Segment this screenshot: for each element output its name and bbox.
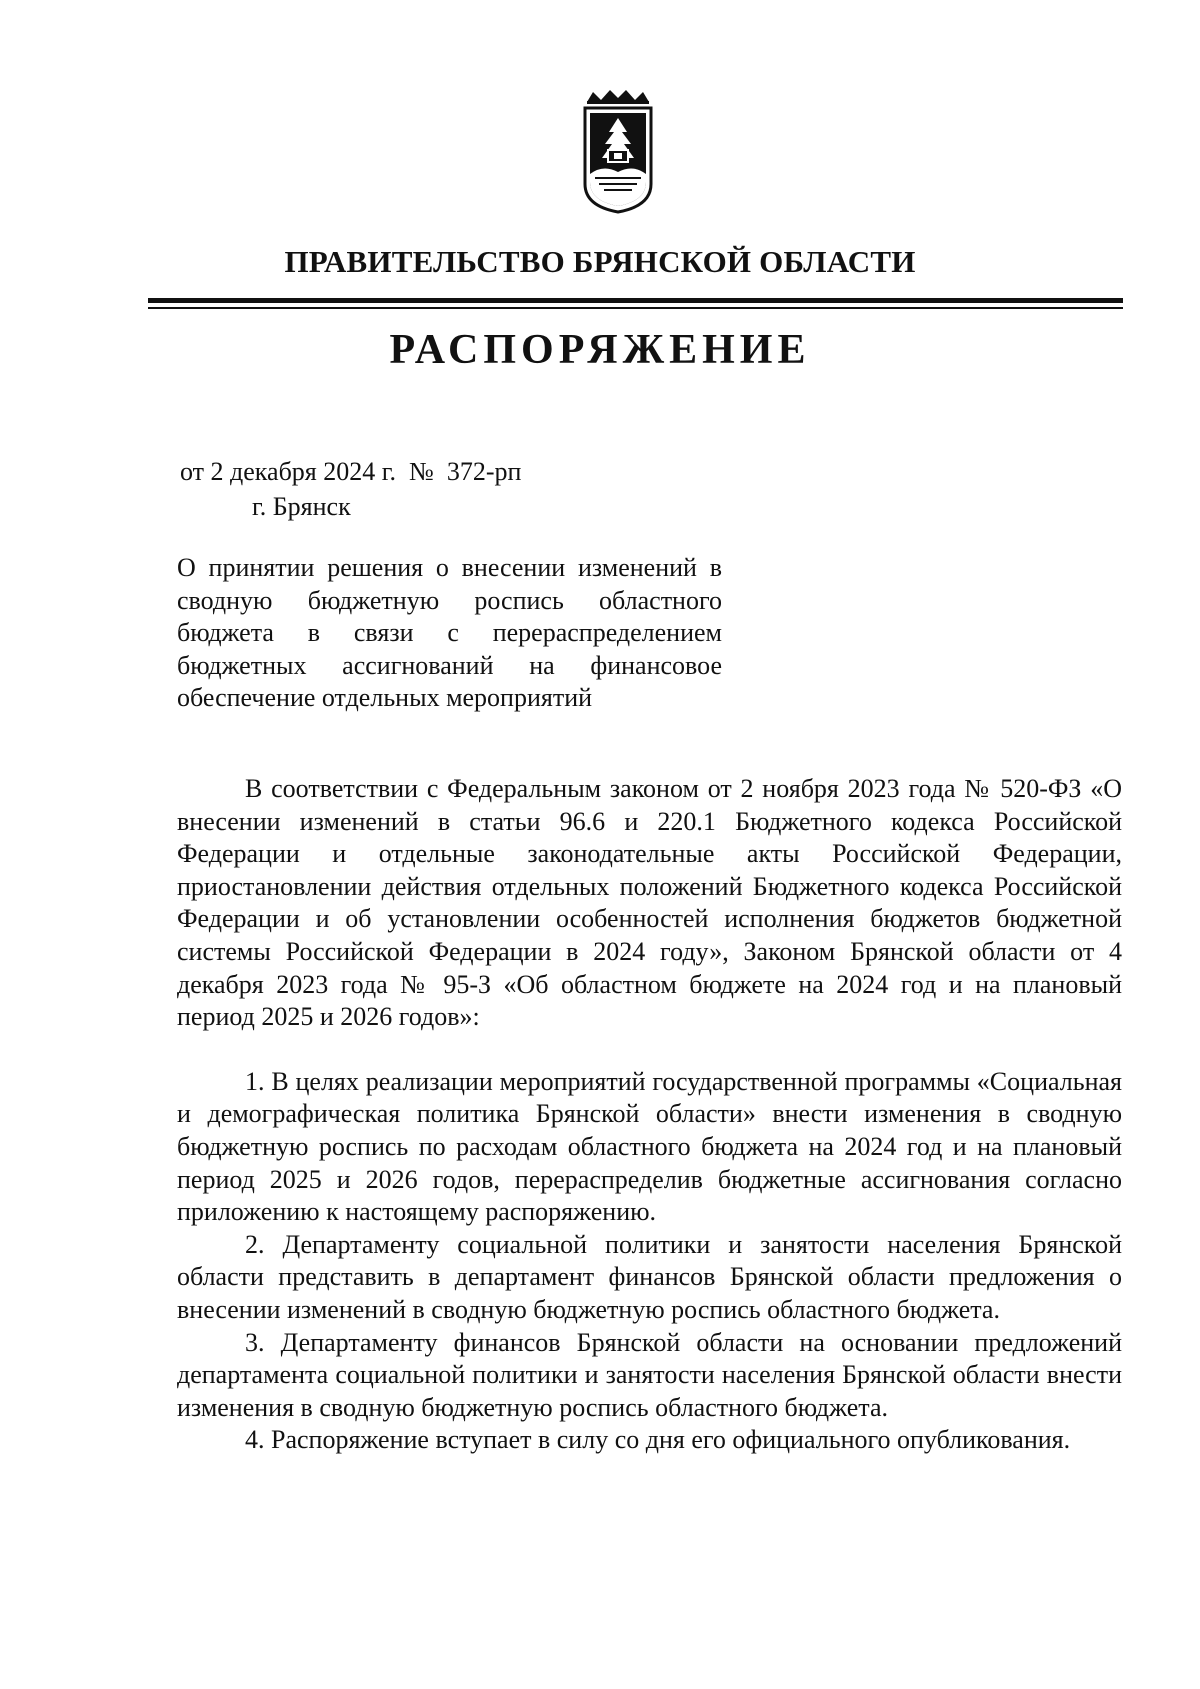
document-city: г. Брянск — [252, 492, 351, 521]
document-date: 2 декабря 2024 г. — [210, 457, 396, 486]
document-body — [177, 773, 1122, 1457]
body-item-3: 3. Департаменту финансов Брянской области на основании предложений департамента социальной политики и занятости населения Брянской области внести изменения в сводную бюджетную роспись областного бюджета. — [177, 1327, 1122, 1422]
number-sign: № — [409, 457, 434, 486]
body-item-4: 4. Распоряжение вступает в силу со дня его официального опубликования. — [245, 1425, 1071, 1455]
body-preamble: В соответствии с Федеральным законом от 2 ноября 2023 года № 520-ФЗ «О внесении изменений в статьи 96.6 и 220.1 Бюджетного кодекса Российской Федерации и отдельные законодательные акты Российской Федерации, приостановлении действия отдельных положений Бюджетного кодекса Российской Федерации и об установлении особенностей исполнения бюджетов бюджетной системы Российской Федерации в 2024 году», Законом Брянской области от 4 декабря 2023 года № 95-З «Об областном бюджете на 2024 год и на плановый период 2025 и 2026 годов»: — [177, 774, 1122, 1032]
header-divider-thin — [148, 307, 1123, 309]
issuing-authority: ПРАВИТЕЛЬСТВО БРЯНСКОЙ ОБЛАСТИ — [284, 244, 916, 279]
document-subject: О принятии решения о внесении изменений в сводную бюджетную роспись областного бюджета в связи с перераспределением бюджетных ассигнований на финансовое обеспечение отдельных мероприятий — [177, 553, 722, 712]
header-divider-thick — [148, 298, 1123, 303]
body-item-2: 2. Департаменту социальной политики и занятости населения Брянской области представить в департамент финансов Брянской области предложения о внесении изменений в сводную бюджетную роспись областного бюджета. — [177, 1229, 1122, 1324]
date-prefix: от — [180, 457, 205, 486]
document-type-title: РАСПОРЯЖЕНИЕ — [389, 327, 811, 373]
bryansk-coat-of-arms-icon — [579, 88, 657, 218]
document-date-number — [180, 457, 521, 487]
document-number: 372-рп — [446, 457, 522, 486]
body-item-1: 1. В целях реализации мероприятий государственной программы «Социальная и демографическая политика Брянской области» внести изменения в сводную бюджетную роспись по расходам областного бюджета на 2024 год и на плановый период 2025 и 2026 годов, перераспределив бюджетные ассигнования согласно приложению к настоящему распоряжению. — [177, 1066, 1122, 1227]
